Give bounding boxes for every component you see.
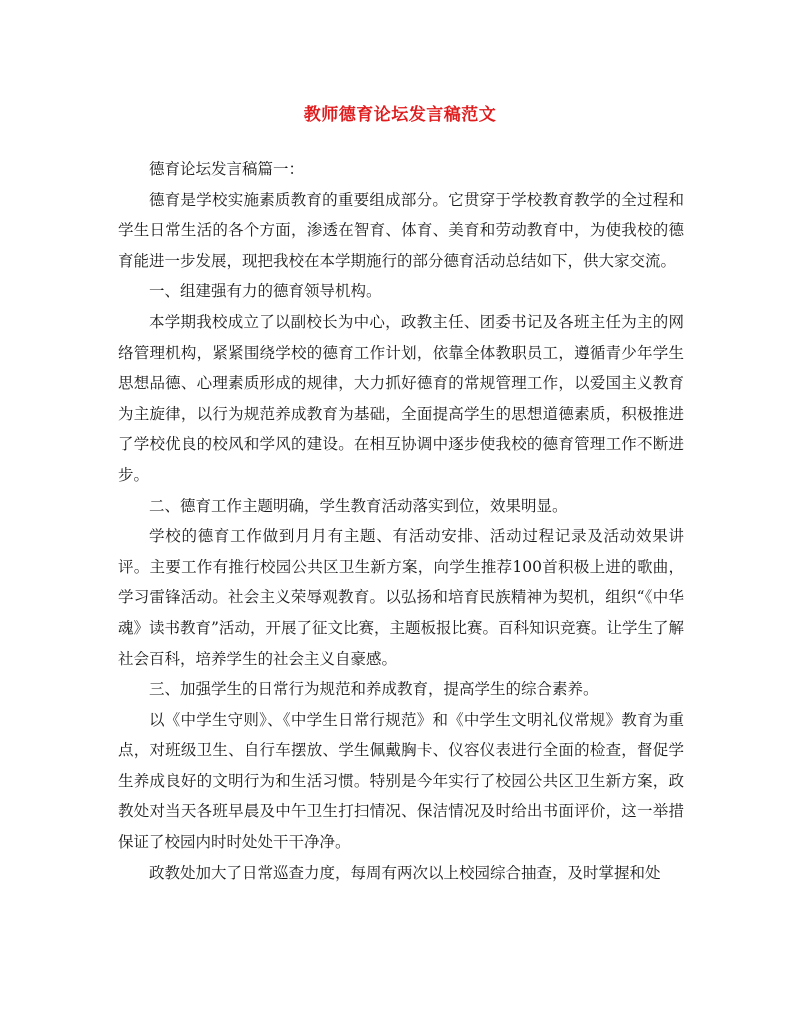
paragraph-body-2: 学校的德育工作做到月月有主题、有活动安排、活动过程记录及活动效果讲评。主要工作有推行校园公共区卫生新方案，向学生推荐100首积极上进的歌曲，学习雷锋活动。社会主义荣辱观教育。以弘扬和培育民族精神为契机，组织“《中华魂》读书教育”活动，开展了征文比赛，主题板报比赛。百科知识竞赛。让学生了解社会百科，培养学生的社会主义自豪感。 bbox=[118, 527, 684, 668]
paragraph-heading-2: 二、德育工作主题明确，学生教育活动落实到位，效果明显。 bbox=[149, 496, 568, 515]
paragraph-heading-3: 三、加强学生的日常行为规范和养成教育，提高学生的综合素养。 bbox=[149, 680, 599, 699]
paragraph-heading-1: 一、组建强有力的德育领导机构。 bbox=[149, 282, 382, 301]
paragraph-body-4: 政教处加大了日常巡查力度，每周有两次以上校园综合抽查，及时掌握和处 bbox=[149, 863, 661, 882]
paragraph-body-1: 本学期我校成立了以副校长为中心，政教主任、团委书记及各班主任为主的网络管理机构，紧紧围绕学校的德育工作计划，依靠全体教职员工，遵循青少年学生思想品德、心理素质形成的规律，大力抓好德育的常规管理工作，以爱国主义教育为主旋律，以行为规范养成教育为基础，全面提高学生的思想道德素质，积极推进了学校优良的校风和学风的建设。在相互协调中逐步使我校的德育管理工作不断进步。 bbox=[118, 312, 684, 484]
document-body bbox=[118, 154, 684, 888]
paragraph-body-3: 以《中学生守则》、《中学生日常行规范》和《中学生文明礼仪常规》教育为重点，对班级卫生、自行车摆放、学生佩戴胸卡、仪容仪表进行全面的检查，督促学生养成良好的文明行为和生活习惯。特别是今年实行了校园公共区卫生新方案，政教处对当天各班早晨及中午卫生打扫情况、保洁情况及时给出书面评价，这一举措保证了校园内时时处处干干净净。 bbox=[118, 710, 684, 852]
paragraph-section-heading: 德育论坛发言稿篇一： bbox=[149, 160, 305, 178]
document-title: 教师德育论坛发言稿范文 bbox=[303, 105, 497, 125]
paragraph-intro: 德育是学校实施素质教育的重要组成部分。它贯穿于学校教育教学的全过程和学生日常生活的各个方面，渗透在智育、体育、美育和劳动教育中，为使我校的德育能进一步发展，现把我校在本学期施行的部分德育活动总结如下，供大家交流。 bbox=[118, 190, 684, 270]
